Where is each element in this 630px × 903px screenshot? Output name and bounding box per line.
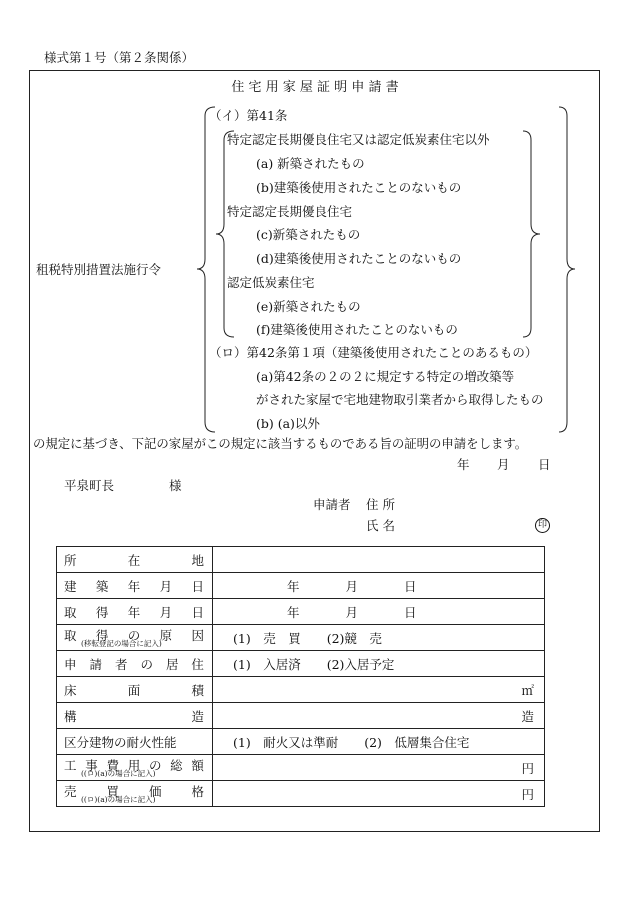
property-details-table <box>56 546 545 807</box>
form-title: 住 宅 用 家 屋 証 明 申 請 書 <box>231 80 399 95</box>
built-date-label: 建 築 年 月 日 <box>64 578 204 594</box>
row-price <box>57 781 545 807</box>
acquired-date-label: 取 得 年 月 日 <box>64 604 204 620</box>
addressee-honorific: 様 <box>169 478 182 493</box>
structure-label: 構 造 <box>64 708 204 724</box>
applicant-name-label: 氏 名 <box>366 518 395 533</box>
cause-field[interactable] <box>213 625 545 651</box>
applicant-label: 申請者 <box>313 497 351 512</box>
residence-label: 申 請 者 の 居 住 <box>64 656 204 672</box>
cause-option-auction[interactable]: (2)競 売 <box>326 630 382 646</box>
cost-label: 工 事 費 用 の 総 額 <box>64 758 204 773</box>
cause-label: 取 得 の 原 因 <box>64 628 204 643</box>
provision-f: (f)建築後使用されたことのないもの <box>256 322 458 337</box>
residence-option-moved[interactable]: (1) 入居済 <box>233 656 301 672</box>
residence-option-planned[interactable]: (2)入居予定 <box>326 656 395 672</box>
provision-b: (b)建築後使用されたことのないもの <box>256 180 462 195</box>
provision-c: (c)新築されたもの <box>256 227 361 242</box>
provision-i: （イ）第41条 <box>209 108 288 123</box>
provision-ro-b: (b) (a)以外 <box>256 416 320 431</box>
row-residence <box>57 651 545 677</box>
row-structure <box>57 703 545 729</box>
structure-field[interactable] <box>213 703 545 729</box>
inner-right-brace <box>522 130 544 338</box>
date-year-label: 年 <box>457 457 470 472</box>
provision-group1: 特定認定長期優良住宅又は認定低炭素住宅以外 <box>227 132 490 147</box>
cause-note: (移転登記の場合に記入) <box>81 639 162 648</box>
row-acquired <box>57 599 545 625</box>
provision-group2: 特定認定長期優良住宅 <box>227 204 353 219</box>
cost-unit: 円 <box>521 760 534 776</box>
provision-ro: （ロ）第42条第１項（建築後使用されたことのあるもの） <box>209 345 538 360</box>
provision-d: (d)建築後使用されたことのないもの <box>256 251 462 266</box>
floor-area-field[interactable] <box>213 677 545 703</box>
acquired-date-field[interactable]: 年 月 日 <box>213 599 545 625</box>
statement: の規定に基づき、下記の家屋がこの規定に該当するものである旨の証明の申請をします。 <box>33 436 528 451</box>
row-cause <box>57 625 545 651</box>
outer-right-brace <box>558 106 578 433</box>
seal-mark: 印 <box>535 518 550 533</box>
location-label: 所 在 地 <box>64 552 204 568</box>
row-floor <box>57 677 545 703</box>
row-cost <box>57 755 545 781</box>
inner-left-brace <box>219 130 235 338</box>
price-label: 売 買 価 格 <box>64 784 204 799</box>
provision-e: (e)新築されたもの <box>256 299 361 314</box>
built-date-field[interactable]: 年 月 日 <box>213 573 545 599</box>
structure-unit: 造 <box>521 708 534 724</box>
price-note: ((ロ)(a)の場合に記入) <box>81 795 156 804</box>
fire-option-resistant[interactable]: (1) 耐火又は準耐 <box>233 734 339 750</box>
row-location <box>57 547 545 573</box>
fire-field[interactable] <box>213 729 545 755</box>
applicant-address-label: 住 所 <box>366 497 395 512</box>
cost-note: ((ロ)(a)の場合に記入) <box>81 769 156 778</box>
price-unit: 円 <box>521 786 534 802</box>
fire-option-lowrise[interactable]: (2) 低層集合住宅 <box>364 734 470 750</box>
provision-ro-a-2: がされた家屋で宅地建物取引業者から取得したもの <box>256 392 544 407</box>
row-built <box>57 573 545 599</box>
provision-a: (a) 新築されたもの <box>256 156 365 171</box>
date-month-label: 月 <box>497 457 510 472</box>
fire-label: 区分建物の耐火性能 <box>64 734 177 750</box>
location-field[interactable] <box>213 547 545 573</box>
cause-option-sale[interactable]: (1) 売 買 <box>233 630 301 646</box>
provision-ro-a-1: (a)第42条の２の２に規定する特定の増改築等 <box>256 369 515 384</box>
residence-field[interactable] <box>213 651 545 677</box>
row-fire <box>57 729 545 755</box>
floor-area-label: 床 面 積 <box>64 682 204 698</box>
floor-unit: ㎡ <box>521 682 534 698</box>
price-field[interactable] <box>213 781 545 807</box>
form-number: 様式第１号（第２条関係） <box>44 50 195 65</box>
provision-group3: 認定低炭素住宅 <box>227 275 315 290</box>
cost-field[interactable] <box>213 755 545 781</box>
addressee-name: 平泉町長 <box>64 478 115 493</box>
date-day-label: 日 <box>538 457 551 472</box>
law-name: 租税特別措置法施行令 <box>36 262 162 277</box>
outer-left-brace <box>200 106 216 433</box>
